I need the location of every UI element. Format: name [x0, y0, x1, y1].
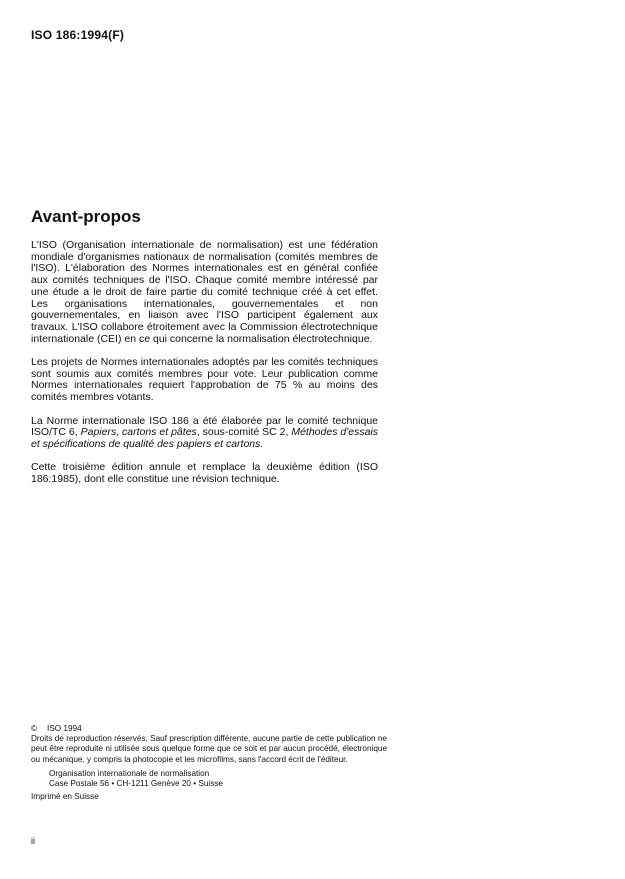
copyright-line [31, 724, 387, 734]
foreword-body [31, 240, 378, 497]
subcommittee-topic: Méthodes d'essais et spécifications de qualité des papiers et cartons. [31, 426, 378, 450]
committee-text-c: , sous-comité SC 2, [196, 426, 292, 439]
committee-topic: Papiers, cartons et pâtes [80, 426, 197, 439]
document-header: ISO 186:1994(F) [31, 28, 125, 42]
page-number: ii [31, 836, 35, 846]
copyright-text: ISO 1994 [47, 724, 82, 733]
paragraph-committee [31, 416, 378, 451]
copyright-footer [31, 724, 387, 802]
rights-notice: Droits de reproduction réservés. Sauf prescription différente, aucune partie de cette publication ne peut être reproduite ni utilisée sous quelque forme que ce soit et par aucun procédé, électronique ou mécanique, y compris la photocopie et les microfilms, sans l'accord écrit de l'éditeur. [31, 734, 387, 764]
organisation-block [49, 769, 387, 789]
organisation-address: Case Postale 56 • CH-1211 Genève 20 • Suisse [49, 779, 223, 789]
paragraph-edition: Cette troisième édition annule et remplace la deuxième édition (ISO 186:1985), dont elle constitue une révision technique. [31, 461, 378, 486]
copyright-symbol: © [31, 724, 38, 733]
paragraph-iso-intro: L'ISO (Organisation internationale de normalisation) est une fédération mondiale d'organismes nationaux de normalisation (comités membres de l'ISO). L'élaboration des Normes internationales est en général confiée aux comités techniques de l'ISO. Chaque comité membre intéressé par une étude a le droit de faire partie du comité technique créé à cet effet. Les organisations internationales, gouvernementales et non gouvernementales, en liaison avec l'ISO participent également aux travaux. L'ISO collabore étroitement avec la Commission électrotechnique internationale (CEI) en ce qui concerne la normalisation électrotechnique. [31, 239, 378, 345]
section-title: Avant-propos [31, 207, 141, 226]
paragraph-voting: Les projets de Normes internationales adoptés par les comités techniques sont soumis aux comités membres pour vote. Leur publication comme Normes internationales requiert l'approbation de 75 % au moins des comités membres votants. [31, 356, 378, 404]
organisation-name: Organisation internationale de normalisation [49, 768, 210, 778]
committee-text-a: La Norme internationale ISO 186 a été élaborée par le comité technique ISO/TC 6, [31, 414, 378, 439]
printed-notice: Imprimé en Suisse [31, 792, 99, 802]
